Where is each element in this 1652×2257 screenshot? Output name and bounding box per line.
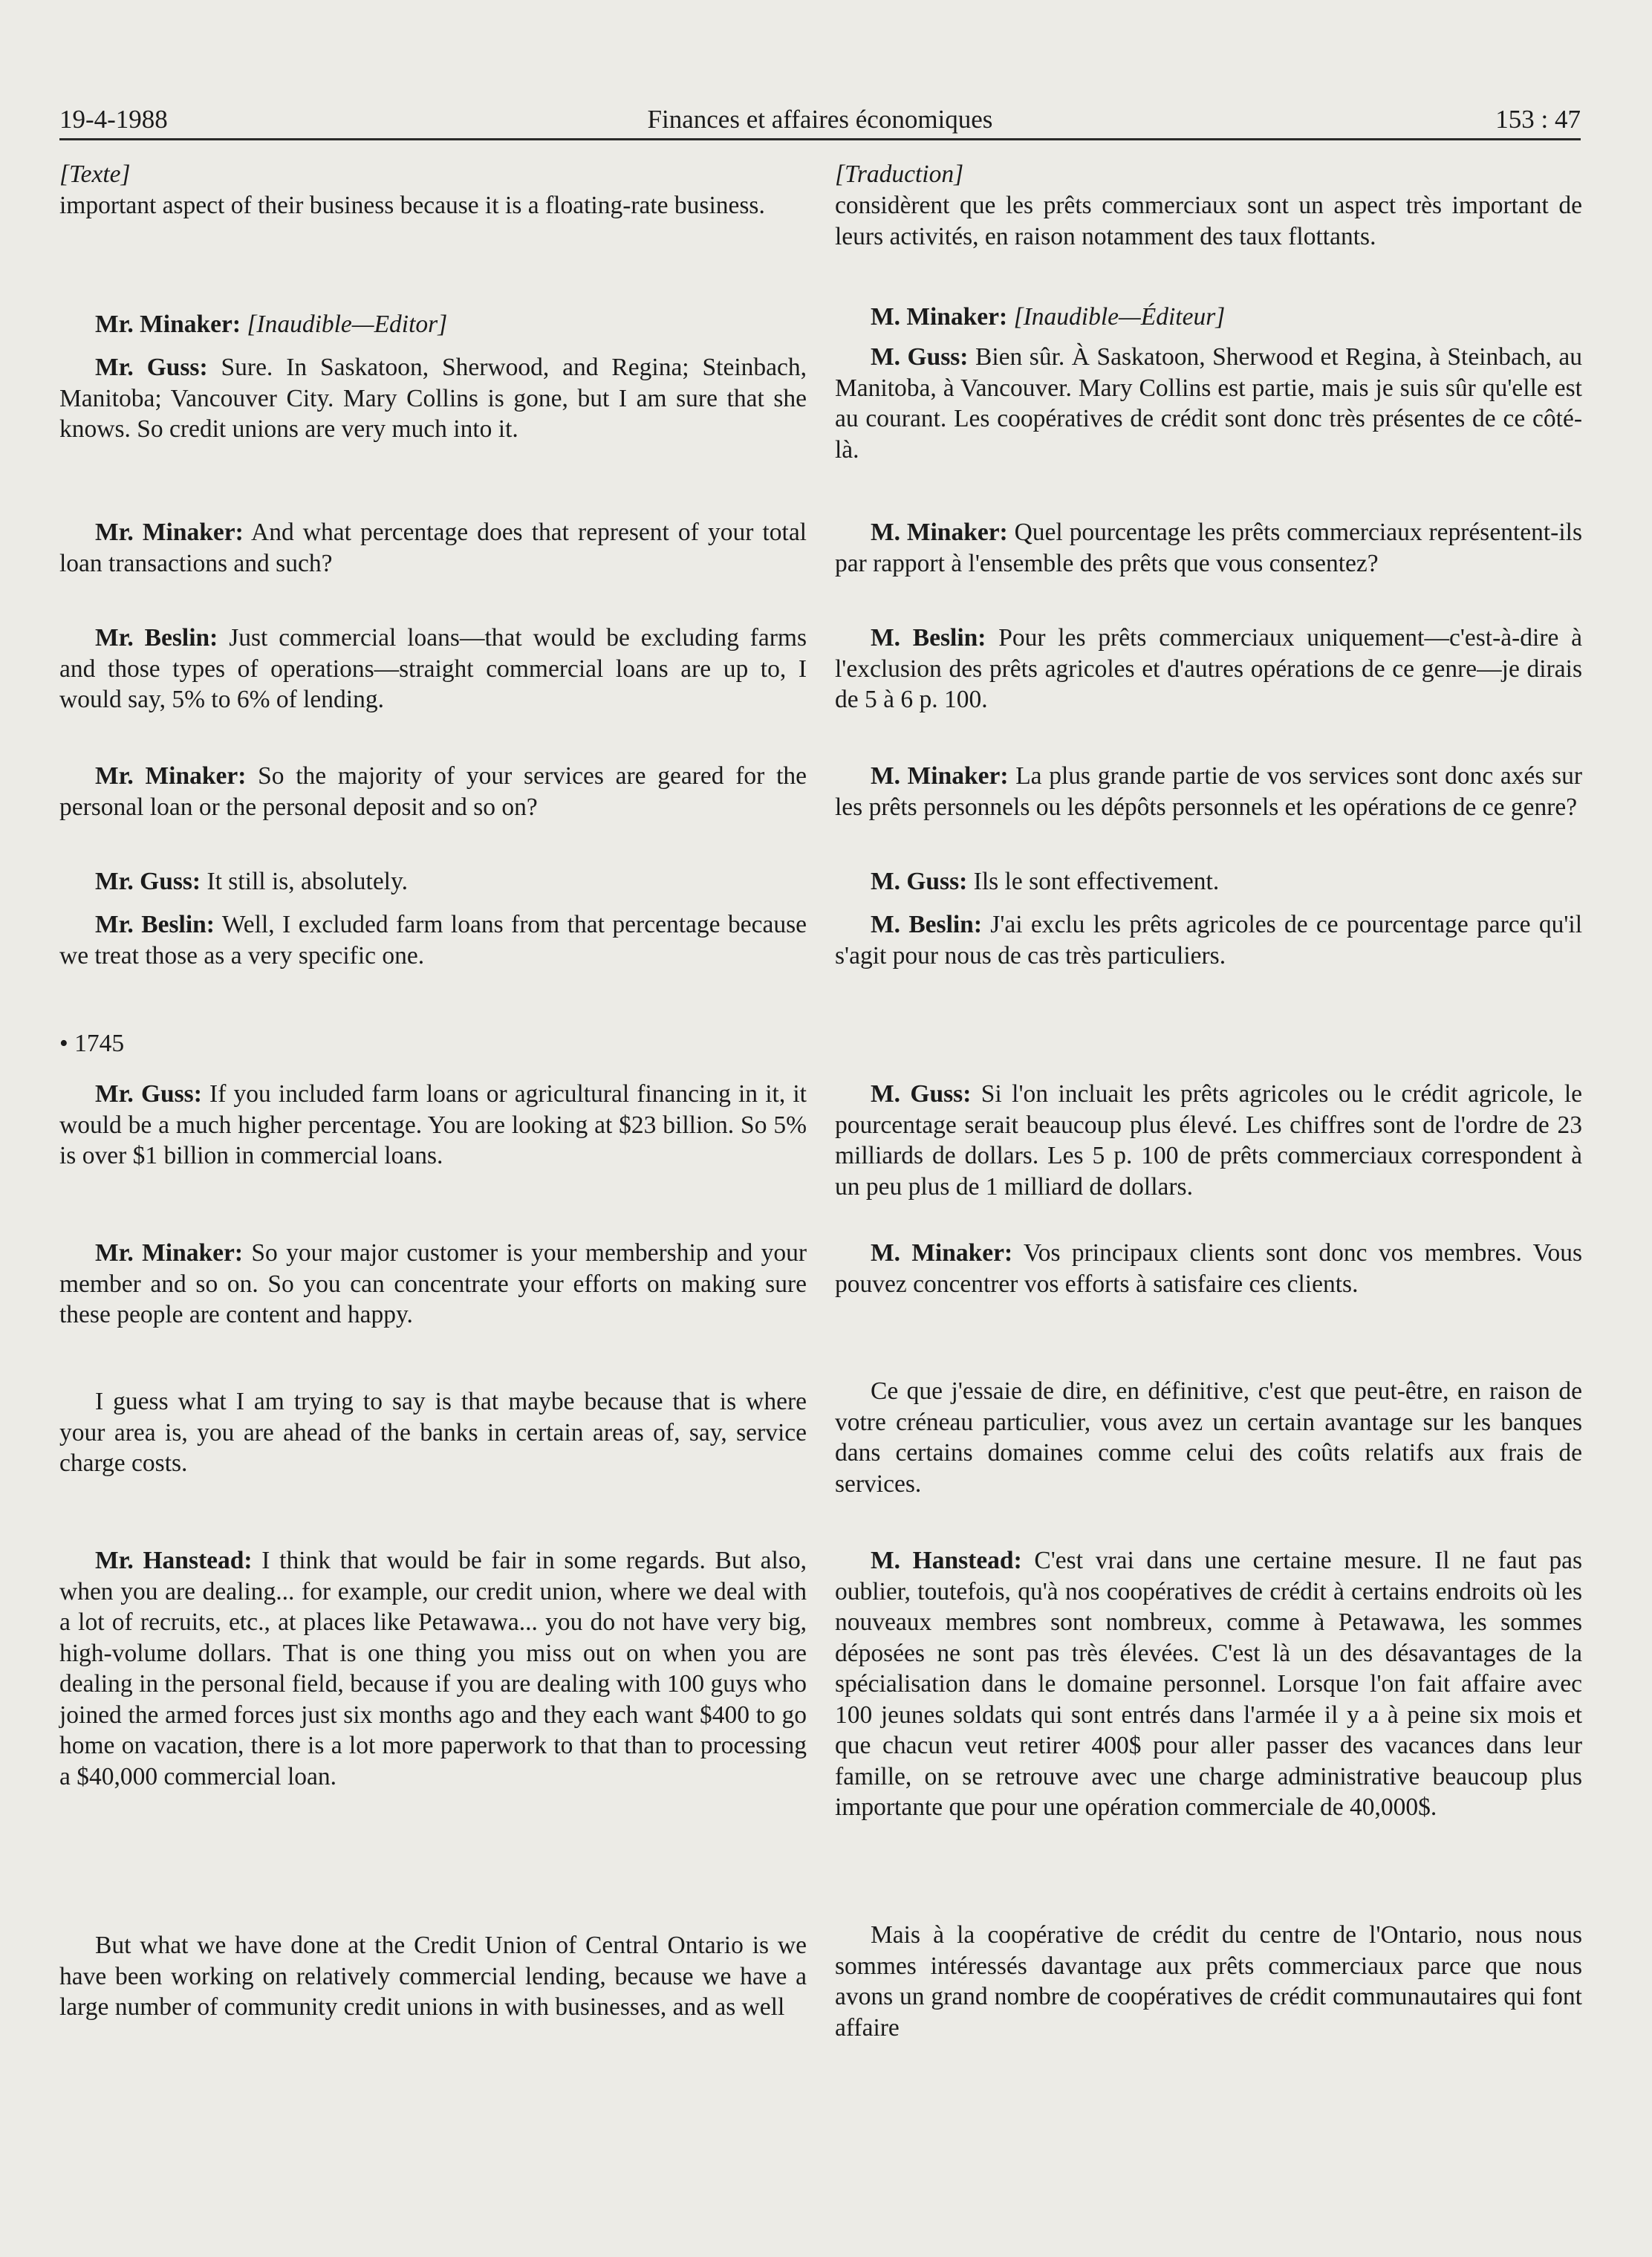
speaker-name: Mr. Beslin: [95, 624, 218, 652]
speaker-paragraph: M. Guss: Bien sûr. À Saskatoon, Sherwood et Regina, à Steinbach, au Manitoba, à Vancouver. Mary Collins est partie, mais je suis sûr qu'elle est au courant. Les coopératives de crédit sont donc très présentes de ce côté-là. [835, 343, 1582, 464]
speaker-paragraph: Mr. Guss: It still is, absolutely. [95, 868, 408, 895]
speaker-paragraph: M. Beslin: J'ai exclu les prêts agricoles de ce pourcentage parce qu'il s'agit pour nous de cas très particuliers. [835, 911, 1583, 970]
paragraph: Mais à la coopérative de crédit du centre de l'Ontario, nous nous sommes intéressés davantage aux prêts commerciaux parce que nous avons un grand nombre de coopératives de crédit communautaires qui font affaire [835, 1921, 1582, 2042]
column-heading: [Traduction] [835, 160, 964, 188]
speaker-name: M. Guss: [871, 1080, 972, 1108]
speaker-paragraph: M. Minaker: Quel pourcentage les prêts commerciaux représentent-ils par rapport à l'ensemble des prêts que vous consentez? [835, 519, 1582, 577]
speaker-paragraph: M. Guss: Si l'on incluait les prêts agricoles ou le crédit agricole, le pourcentage serait beaucoup plus élevé. Les chiffres sont de l'ordre de 23 milliards de dollars. Les 5 p. 100 de prêts commerciaux correspondent à un peu plus de 1 milliard de dollars. [835, 1080, 1583, 1201]
speaker-paragraph: Mr. Minaker: So your major customer is your membership and your member and so on. So you can concentrate your efforts on making sure these people are content and happy. [59, 1239, 807, 1328]
header-rule [59, 138, 1581, 140]
speaker-name: M. Minaker: [871, 519, 1008, 546]
paragraph: important aspect of their business because it is a floating-rate business. [59, 192, 765, 219]
speaker-name: M. Guss: [871, 868, 968, 895]
column-heading: [Texte] [59, 160, 131, 188]
speaker-name: Mr. Hanstead: [95, 1547, 253, 1574]
speaker-paragraph: M. Hanstead: C'est vrai dans une certaine mesure. Il ne faut pas oublier, toutefois, qu'à nos coopératives de crédit à certains endroits où les nouveaux membres sont nombreux, comme à Petawawa, les sommes déposées ne sont pas très élevées. C'est là un des désavantages de la spécialisation dans le domaine personnel. Lorsque l'on fait affaire avec 100 jeunes soldats qui sont entrés dans l'armée il y a à peine six mois et que chacun veut retirer 400$ pour aller passer des vacances dans leur famille, on se retrouve avec une charge administrative beaucoup plus importante que pour une opération commerciale de 40,000$. [835, 1547, 1583, 1821]
speaker-paragraph: Mr. Minaker: So the majority of your services are geared for the personal loan or the personal deposit and so on? [59, 762, 807, 821]
speaker-name: M. Minaker: [871, 1239, 1013, 1267]
speaker-name: M. Hanstead: [871, 1547, 1022, 1574]
speaker-name: Mr. Minaker: [95, 1239, 243, 1267]
header-title: Finances et affaires économiques [647, 105, 993, 134]
paragraph: I guess what I am trying to say is that maybe because that is where your area is, you are ahead of the banks in certain areas of, say, service charge costs. [59, 1388, 807, 1477]
paragraph: Ce que j'essaie de dire, en définitive, c'est que peut-être, en raison de votre créneau particulier, vous avez un certain avantage sur les banques dans certains domaines comme celui des coûts relatifs aux frais de services. [835, 1377, 1582, 1498]
speaker-paragraph: M. Minaker: [Inaudible—Éditeur] [871, 303, 1226, 331]
speaker-name: M. Beslin: [871, 911, 982, 938]
paragraph: But what we have done at the Credit Union of Central Ontario is we have been working on relatively commercial lending, because we have a large number of community credit unions in with businesses, and as well [59, 1932, 807, 2021]
header-page-number: 153 : 47 [1495, 105, 1581, 134]
speaker-paragraph: Mr. Guss: If you included farm loans or agricultural financing in it, it would be a much higher percentage. You are looking at $23 billion. So 5% is over $1 billion in commercial loans. [59, 1080, 807, 1169]
speaker-name: Mr. Minaker: [95, 762, 247, 790]
header-date: 19-4-1988 [59, 105, 168, 134]
speaker-name: M. Beslin: [871, 624, 986, 652]
time-marker: • 1745 [59, 1030, 125, 1057]
page-header [59, 101, 1581, 138]
speaker-paragraph: Mr. Hanstead: I think that would be fair in some regards. But also, when you are dealing... for example, our credit union, where we deal with a lot of recruits, etc., at places like Petawawa... you do not have very big, high-volume dollars. That is one thing you miss out on when you are dealing in the personal field, because if you are dealing with 100 guys who joined the armed forces just six months ago and they each want $400 to go home on vacation, there is a lot more paperwork to that than to processing a $40,000 commercial loan. [59, 1547, 807, 1790]
speaker-paragraph: M. Guss: Ils le sont effectivement. [871, 868, 1220, 895]
speaker-paragraph: M. Minaker: La plus grande partie de vos services sont donc axés sur les prêts personnels ou les dépôts personnels et les opérations de ce genre? [835, 762, 1583, 821]
speaker-name: Mr. Beslin: [95, 911, 215, 938]
speaker-name: Mr. Guss: [95, 354, 208, 381]
speaker-paragraph: M. Minaker: Vos principaux clients sont donc vos membres. Vous pouvez concentrer vos efforts à satisfaire ces clients. [835, 1239, 1582, 1298]
speaker-name: Mr. Minaker: [95, 519, 244, 546]
speaker-name: Mr. Guss: [95, 1080, 202, 1108]
speaker-paragraph: Mr. Minaker: And what percentage does that represent of your total loan transactions and such? [59, 519, 807, 577]
paragraph: considèrent que les prêts commerciaux sont un aspect très important de leurs activités, en raison notamment des taux flottants. [835, 192, 1582, 250]
speaker-paragraph: Mr. Beslin: Well, I excluded farm loans from that percentage because we treat those as a very specific one. [59, 911, 807, 970]
speaker-name: M. Minaker: [871, 303, 1008, 331]
speaker-name: M. Minaker: [871, 762, 1009, 790]
speaker-name: M. Guss: [871, 343, 969, 371]
speaker-paragraph: Mr. Guss: Sure. In Saskatoon, Sherwood, and Regina; Steinbach, Manitoba; Vancouver City. Mary Collins is gone, but I am sure that she knows. So credit unions are very much into it. [59, 354, 807, 443]
speaker-name: Mr. Guss: [95, 868, 201, 895]
speaker-paragraph: Mr. Minaker: [Inaudible—Editor] [95, 311, 448, 338]
speaker-name: Mr. Minaker: [95, 311, 241, 338]
speaker-paragraph: Mr. Beslin: Just commercial loans—that would be excluding farms and those types of operations—straight commercial loans are up to, I would say, 5% to 6% of lending. [59, 624, 807, 713]
speaker-paragraph: M. Beslin: Pour les prêts commerciaux uniquement—c'est-à-dire à l'exclusion des prêts agricoles et d'autres opérations de ce genre—je dirais de 5 à 6 p. 100. [835, 624, 1582, 713]
